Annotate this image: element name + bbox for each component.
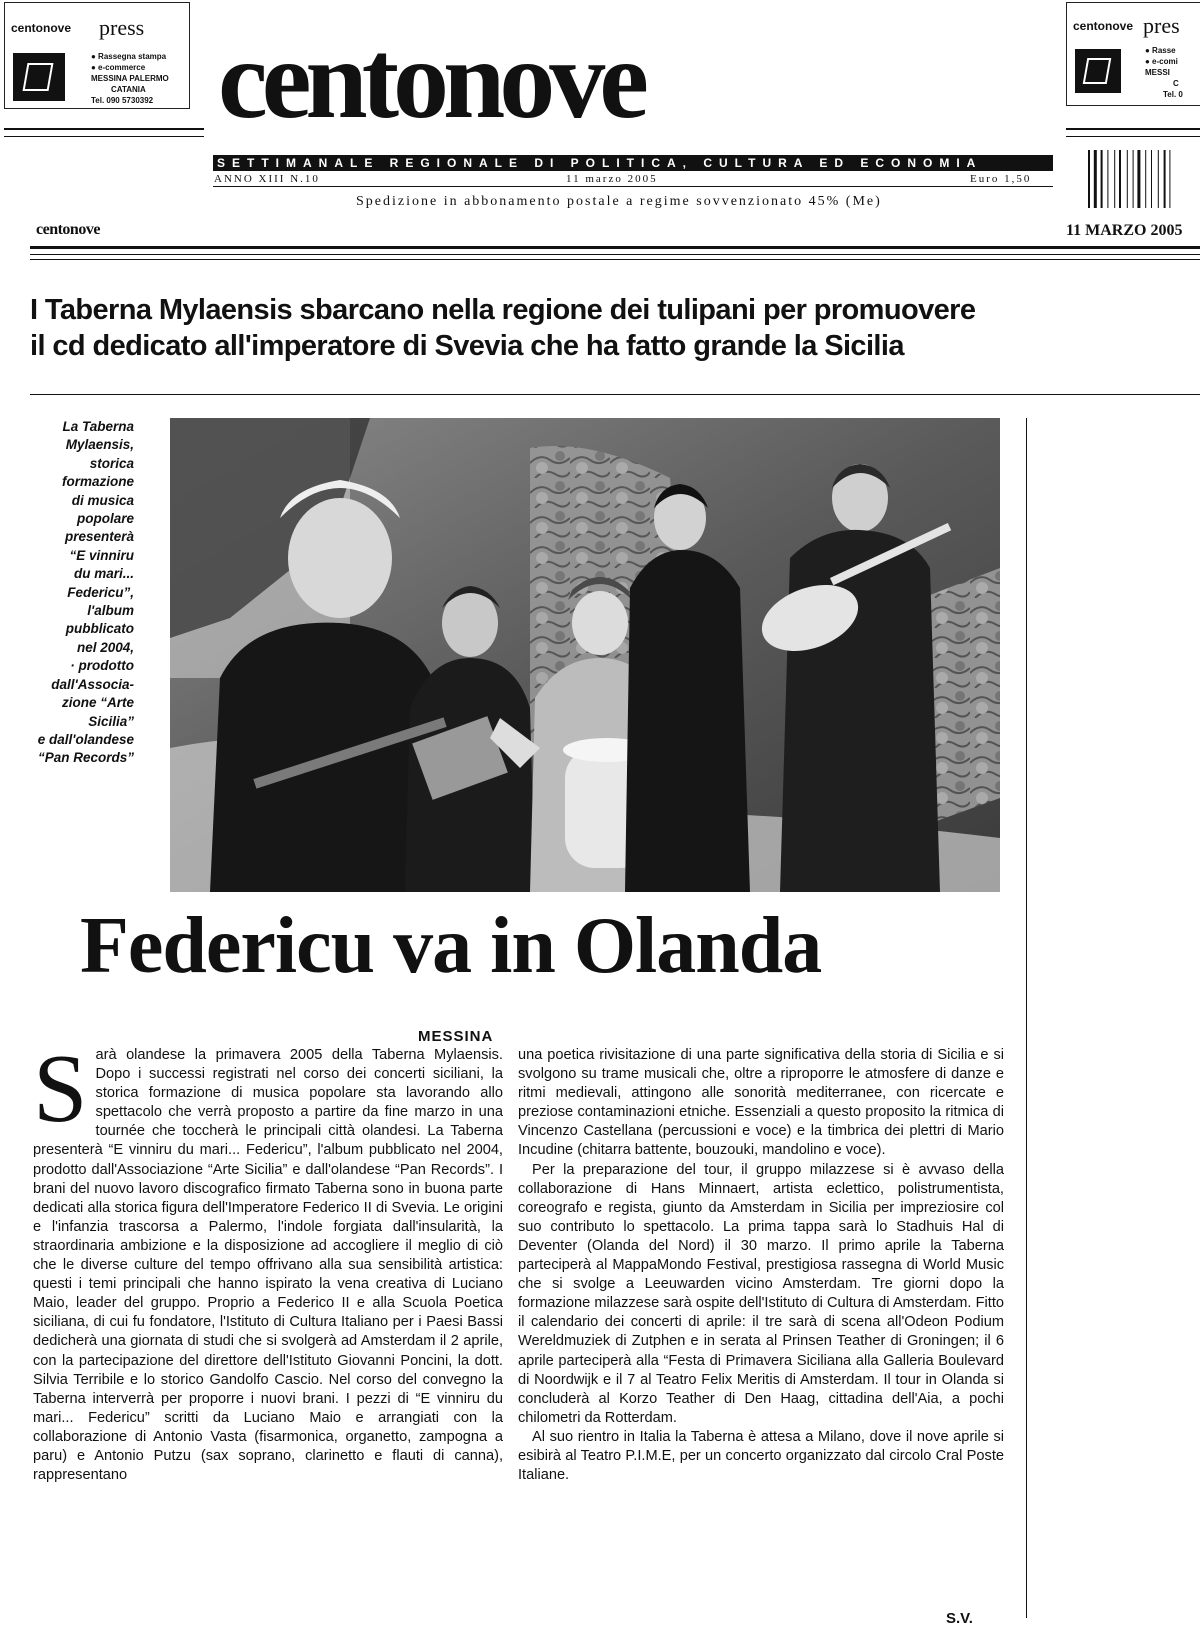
caption-line: storica <box>89 455 134 471</box>
caption-line: Sicilia” <box>88 713 134 729</box>
page-header-date: 11 MARZO 2005 <box>1066 222 1183 239</box>
press-box-line: Tel. 0 <box>1163 90 1183 99</box>
caption-line: formazione <box>61 474 134 490</box>
rule <box>30 394 1200 395</box>
masthead-subtitle: SETTIMANALE REGIONALE DI POLITICA, CULTURA ED ECONOMIA <box>217 156 983 170</box>
article-paragraph: Per la preparazione del tour, il gruppo milazzese si è avvaso della collaborazione di Hans Minnaert, artista eclettico, polistrumentista, coreografo e regista, giunto da Amsterdam in Sicilia per impreziosire col suo contributo lo spettacolo. La prima tappa sarà lo Stadhuis Hal di Deventer (Olanda del Nord) il 30 marzo. Il primo aprile la Taberna parteciperà al MappaMondo Festival, prestigiosa rassegna di World Music che si svolge a Leeuwarden vicino Amsterdam. Tre giorni dopo la formazione milazzese sarà ospite dell'Istituto di Cultura di Amsterdam. Fitto il calendario dei concerti di aprile: il tre sarà di scena all'Odeon Podium Wereldmuziek di Zutphen e in serata al Prinsen Teather di Groningen; il 6 aprile parteciperà alla “Festa di Primavera Siciliana alla Galleria Boulevard di Noordwijk e il 7 al Teatro Felix Meritis di Amsterdam. Il tour in Olanda si concluderà al Korzo Teather di Den Haag, cittadina dell'Aia, a pochi chilometri da Rotterdam. <box>518 1161 1004 1426</box>
caption-line: La Taberna <box>62 419 134 434</box>
press-box-press-label: pres <box>1143 13 1180 38</box>
press-box-left <box>4 2 190 109</box>
caption-line: du mari... <box>73 566 134 582</box>
caption-line: l'album <box>87 603 134 619</box>
caption-line: “Pan Records” <box>37 750 134 766</box>
press-box-line: CATANIA <box>111 85 146 94</box>
caption-line: popolare <box>76 511 134 527</box>
caption-line: “E vinniru <box>69 547 134 563</box>
band-photo <box>170 418 1000 892</box>
rule <box>30 259 1200 260</box>
rule <box>4 128 204 130</box>
press-box-right <box>1066 2 1200 106</box>
postal-notice: Spedizione in abbonamento postale a regime sovvenzionato 45% (Me) <box>356 194 882 209</box>
band-photo-illustration <box>170 418 1000 892</box>
article-signature: S.V. <box>946 1610 973 1627</box>
page-header-brand: centonove <box>36 221 100 238</box>
issue-date: 11 marzo 2005 <box>566 173 658 185</box>
press-box-logo <box>13 53 65 101</box>
press-box-line: C <box>1173 79 1179 88</box>
press-box-press-label: press <box>99 15 145 40</box>
caption-line: zione “Arte <box>61 695 134 711</box>
caption-line: e dall'olandese <box>37 731 134 747</box>
press-box-line: Tel. 090 5730392 <box>91 96 154 105</box>
photo-caption <box>20 418 134 768</box>
drop-cap: S <box>33 1035 88 1143</box>
press-box-logo <box>1075 49 1121 93</box>
article-kicker <box>30 292 1200 364</box>
rule <box>4 136 204 137</box>
press-box-line: ● e-comi <box>1145 57 1178 66</box>
rule <box>30 246 1200 249</box>
press-box-line: MESSINA PALERMO <box>91 74 169 83</box>
kicker-line: il cd dedicato all'imperatore di Svevia che ha fatto grande la Sicilia <box>30 330 904 362</box>
caption-line: · prodotto <box>70 658 134 674</box>
caption-line: presenterà <box>64 529 134 545</box>
article-paragraph: Al suo rientro in Italia la Taberna è attesa a Milano, dove il nove aprile si esibirà al Teatro P.I.M.E, per un concerto organizzato dal circolo Cral Poste Italiane. <box>518 1428 1004 1484</box>
article-paragraph: una poetica rivisitazione di una parte significativa della storia di Sicilia e si svolgono su trame musicali che, oltre a riproporre le atmosfere di danze e ritmi medievali, attingono alle sonorità mediterranee, con ricercate e preziose contaminazioni etniche. Essenziali a questo proposito la ritmica di Vincenzo Castellana (percussioni e voce) e la timbrica dei plettri di Mario Incudine (chitarra battente, bouzouki, mandolino e voce). <box>518 1047 1004 1159</box>
article-paragraph: arà olandese la primavera 2005 della Taberna Mylaensis. Dopo i successi registrati nel corso dei concerti siciliani, la storica formazione di musica popolare sta lavorando allo spettacolo che verrà proposto a partire da fine marzo in una tournée che toccherà le principali città olandesi. La Taberna presenterà “E vinniru du mari... Federicu”, l'album pubblicato nel 2004, prodotto dall'Associazione “Arte Sicilia” e dall'olandese “Pan Records”. I brani del nuovo lavoro discografico firmato Taberna sono in buona parte dedicati alla storica figura dell'Imperatore Federico II di Svevia. Le origini e l'infanzia trascorsa a Palermo, l'indole forgiata dall'insularità, la straordinaria ambizione e la disposizione ad accogliere il meglio di ciò che le diverse culture del tempo offrivano alla sua sensibilità artistica: questi i temi principali che hanno ispirato la vena creativa di Luciano Maio, leader del gruppo. Proprio a Federico II e alla Scuola Poetica siciliana, di cui fu fondatore, l'Istituto di Cultura Italiano per i Paesi Bassi dedicherà una giornata di studi che si svolgerà ad Amsterdam il 2 aprile, con la partecipazione del direttore dell'Istituto Giovanni Poncini, la dott. Silvia Terribile e lo storico Gandolfo Cascio. Nel corso del convegno la Taberna interverrà per proporre i nuovi brani. I pezzi di “E vinniru du mari... Federicu” scritti da Luciano Maio e arrangiati con la collaborazione di Antonio Vasta (fisarmonica, organetto, zampogna a paru) e Antonio Putzu (sax soprano, clarinetto e flauti di canna), rappresentano <box>33 1047 503 1484</box>
press-box-line: ● Rasse <box>1145 46 1176 55</box>
barcode <box>1086 150 1198 210</box>
caption-line: pubblicato <box>65 621 134 637</box>
rule <box>30 254 1200 255</box>
rule <box>1066 128 1200 130</box>
article-column-2 <box>518 1046 1004 1485</box>
issue-price: Euro 1,50 <box>970 173 1032 185</box>
issue-number: ANNO XIII N.10 <box>214 173 320 185</box>
press-box-line: MESSI <box>1145 68 1170 77</box>
article-dateline: MESSINA <box>418 1028 494 1045</box>
press-box-line: ● Rassegna stampa <box>91 52 167 61</box>
masthead-title: centonove <box>218 18 644 142</box>
caption-line: Federicu”, <box>67 584 134 600</box>
press-box-line: ● e-commerce <box>91 63 146 72</box>
rule <box>213 186 1053 187</box>
masthead-subtitle-bar <box>213 155 1053 171</box>
caption-line: nel 2004, <box>76 639 134 655</box>
press-box-brand: centonove <box>1073 19 1134 33</box>
caption-line: dall'Associa- <box>51 676 134 692</box>
press-box-brand: centonove <box>11 21 72 35</box>
kicker-line: I Taberna Mylaensis sbarcano nella regione dei tulipani per promuovere <box>30 294 976 326</box>
rule <box>1066 136 1200 137</box>
rule <box>1026 418 1027 1618</box>
caption-line: Mylaensis, <box>65 437 134 453</box>
caption-line: di musica <box>71 492 134 508</box>
article-headline: Federicu va in Olanda <box>80 902 822 990</box>
